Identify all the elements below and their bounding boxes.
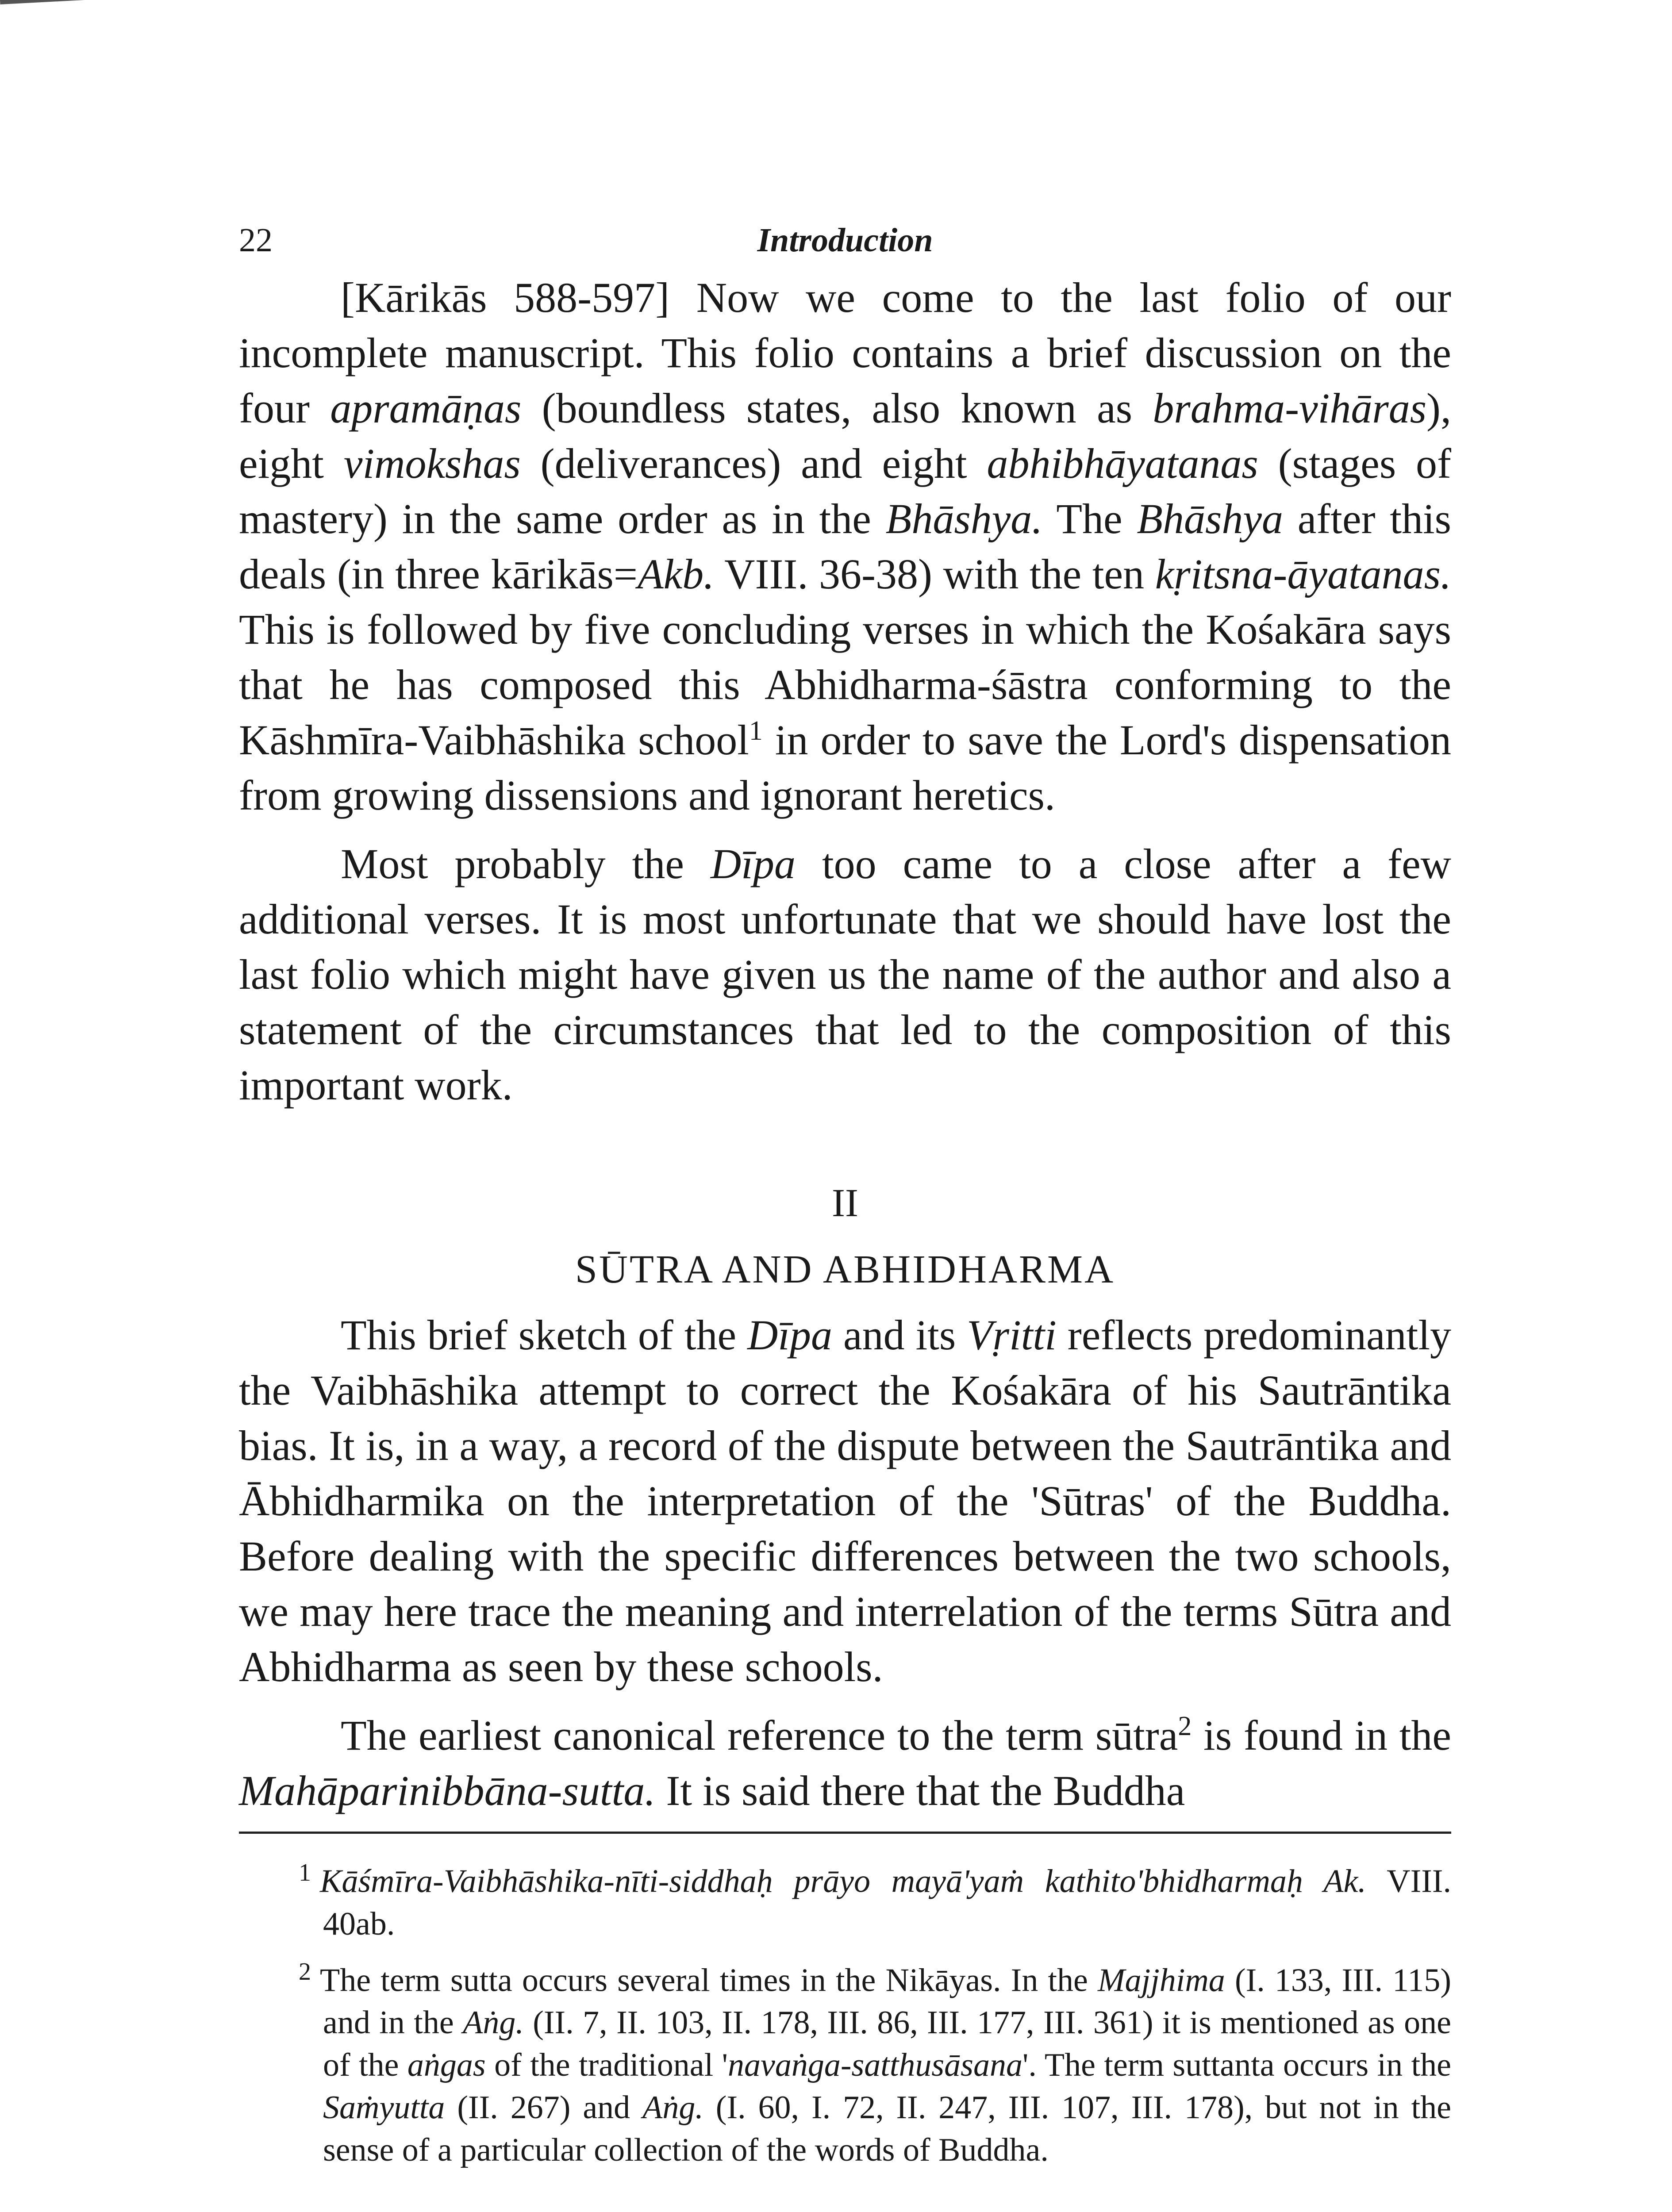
italic-term: Dīpa <box>747 1311 833 1359</box>
text-run: The <box>1042 495 1137 542</box>
running-title: Introduction <box>757 222 933 259</box>
running-head <box>239 221 1451 270</box>
text-run: is found in the <box>1192 1712 1452 1759</box>
book-page <box>239 221 1451 2177</box>
text-run: '. The term suttanta occurs in the <box>1022 2047 1451 2084</box>
footnote-2 <box>239 1951 1451 2172</box>
text-run: This brief sketch of the <box>341 1311 748 1359</box>
text-run: (I. 133, III. 115) and in the <box>323 1962 1451 2041</box>
text-run: (II. 7, II. 103, II. 178, III. 86, III. 177, III. 361) it is mentioned as one of the <box>323 2005 1451 2084</box>
footnote-rule <box>239 1832 1451 1834</box>
text-run: reflects predominantly the Vaibhāshika attempt to correct the Kośakāra of his Sautrāntika bias. It is, in a way, a record of the dispute between the Sautrāntika and Ābhidharmika on the interpretation of the 'Sūtras' of the Buddha. Before dealing with the specific differences between the two schools, we may here trace the meaning and interrelation of the terms Sūtra and Abhidharma as seen by these schools. <box>239 1311 1452 1690</box>
footnote-mark: 1 <box>299 1859 311 1886</box>
text-run: VIII. 36-38) with the ten <box>714 550 1155 598</box>
italic-term: kṛitsna-āyatanas. <box>1155 550 1452 598</box>
italic-term: Bhāshya. <box>885 495 1043 542</box>
italic-term: brahma-vihāras <box>1153 384 1427 432</box>
footnote-text <box>320 1863 1451 1942</box>
italic-term: vimokshas <box>343 440 521 487</box>
italic-term: Vṛitti <box>967 1311 1057 1359</box>
text-run: [Kārikās 588-597] Now we come to the last folio of our incomplete manuscript. This folio contains a brief discussion on the four <box>239 274 1451 432</box>
footnote-mark: 2 <box>299 1958 311 1985</box>
paragraph-dipa-close <box>239 836 1451 1113</box>
text-run: (stages of mastery) in the same order as in the <box>239 440 1452 542</box>
italic-term: navaṅga-satthusāsana <box>727 2047 1022 2084</box>
footnote-1 <box>239 1851 1451 1945</box>
italic-term: Bhāshya <box>1137 495 1283 542</box>
text-run: (deliverances) and eight <box>520 440 987 487</box>
text-run: This is followed by five concluding verses in which the Kośakāra says that he has composed this Abhidharma-śāstra conforming to the Kāshmīra-Vaibhāshika school <box>239 606 1451 764</box>
section-title: SŪTRA AND ABHIDHARMA <box>575 1248 1115 1291</box>
text-run: (II. 267) and <box>445 2089 643 2126</box>
text-run: The earliest canonical reference to the term sūtra <box>341 1712 1178 1759</box>
paragraph-karikas <box>239 270 1451 823</box>
scan-corner-mark <box>0 0 116 31</box>
italic-term: apramāṇas <box>330 384 522 432</box>
text-run: of the traditional ' <box>485 2047 728 2084</box>
footnote-reference: 2 <box>1178 1711 1192 1741</box>
text-run: VIII. 40ab. <box>323 1863 1452 1942</box>
text-run: (boundless states, also known as <box>521 384 1153 432</box>
page-number: 22 <box>239 222 273 259</box>
italic-term: aṅgas <box>407 2047 486 2084</box>
text-run: too came to a close after a few additional verses. It is most unfortunate that we should have lost the last folio which might have given us the name of the author and also a statement of the circumstances that led to the composition of this important work. <box>239 840 1452 1109</box>
text-run: in order to save the Lord's dispensation from growing dissensions and ignorant heretics. <box>239 716 1452 819</box>
section-number: II <box>832 1181 858 1225</box>
footnote-reference: 1 <box>749 716 763 746</box>
paragraph-sutra-abhidharma <box>239 1307 1451 1694</box>
text-run: The term sutta occurs several times in the Nikāyas. In the <box>320 1962 1098 1999</box>
italic-term: Aṅg. <box>463 2005 524 2041</box>
paragraph-earliest-reference <box>239 1708 1451 1818</box>
italic-term: Aṅg. <box>642 2089 703 2126</box>
italic-term: Saṁyutta <box>323 2089 445 2126</box>
text-run: after this deals (in three kārikās= <box>239 495 1452 598</box>
text-run: Most probably the <box>341 840 711 887</box>
italic-term: Majjhima <box>1098 1962 1225 1999</box>
italic-term: Kāśmīra-Vaibhāshika-nīti-siddhaḥ prāyo mayā'yaṁ kathito'bhidharmaḥ Ak. <box>320 1863 1366 1900</box>
italic-term: Dīpa <box>710 840 796 887</box>
text-run: (I. 60, I. 72, II. 247, III. 107, III. 178), but not in the sense of a particular collection of the words of Buddha. <box>323 2089 1451 2169</box>
footnote-text <box>320 1962 1451 2168</box>
italic-term: abhibhāyatanas <box>987 440 1258 487</box>
text-run: and its <box>832 1311 967 1359</box>
italic-term: Akb. <box>638 550 715 598</box>
text-run: ), eight <box>239 384 1452 487</box>
italic-term: Mahāparinibbāna-sutta. <box>239 1767 656 1814</box>
text-run: It is said there that the Buddha <box>655 1767 1185 1814</box>
